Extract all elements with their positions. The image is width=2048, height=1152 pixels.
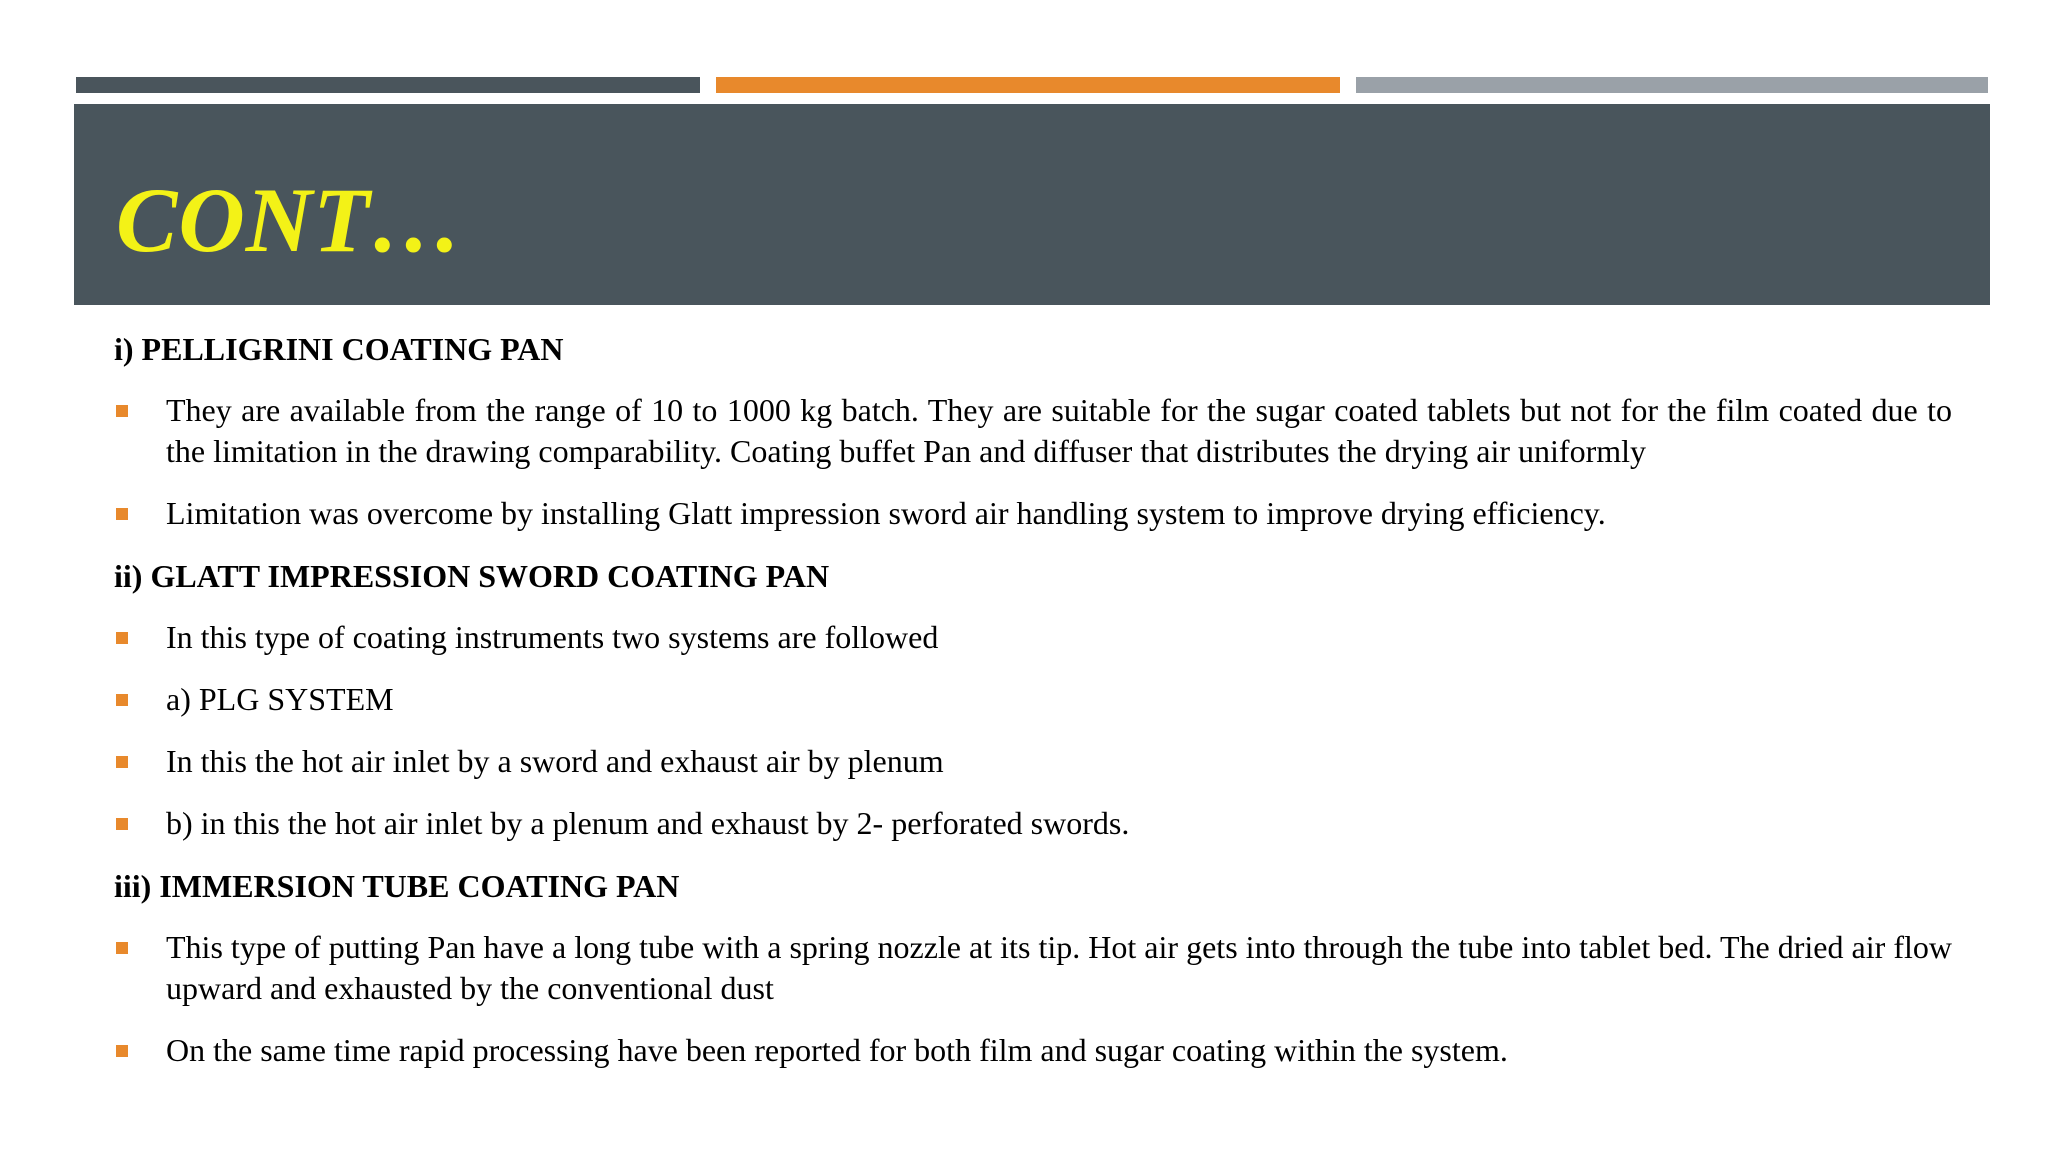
bullet-list-glatt xyxy=(114,607,1952,855)
bullet-text: On the same time rapid processing have been reported for both film and sugar coating within the system. xyxy=(166,1032,1508,1068)
top-decorative-bars xyxy=(76,77,1988,93)
bullet-text: In this type of coating instruments two systems are followed xyxy=(166,619,939,655)
bullet-text: They are available from the range of 10 to 1000 kg batch. They are suitable for the sugar coated tablets but not for the film coated due to the limitation in the drawing comparability. Coating buffet Pan and diffuser that distributes the drying air uniformly xyxy=(166,392,1952,469)
slide-content xyxy=(114,318,1952,1082)
square-bullet-icon xyxy=(116,694,128,706)
list-item xyxy=(114,917,1952,1020)
bullet-text: b) in this the hot air inlet by a plenum and exhaust by 2- perforated swords. xyxy=(166,805,1130,841)
bullet-text: This type of putting Pan have a long tube with a spring nozzle at its tip. Hot air gets into through the tube into tablet bed. The dried air flow upward and exhausted by the conventional dust xyxy=(166,929,1952,1006)
bullet-list-pelligrini xyxy=(114,380,1952,545)
section-heading-glatt: ii) GLATT IMPRESSION SWORD COATING PAN xyxy=(114,558,830,594)
decorative-bar-orange xyxy=(716,77,1340,93)
square-bullet-icon xyxy=(116,508,128,520)
square-bullet-icon xyxy=(116,942,128,954)
list-item xyxy=(114,607,1952,669)
list-item xyxy=(114,793,1952,855)
list-item xyxy=(114,1020,1952,1082)
square-bullet-icon xyxy=(116,1045,128,1057)
list-item xyxy=(114,731,1952,793)
decorative-bar-gray xyxy=(1356,77,1988,93)
bullet-text: In this the hot air inlet by a sword and exhaust air by plenum xyxy=(166,743,944,779)
title-band xyxy=(74,104,1990,305)
section-heading-immersion-tube: iii) IMMERSION TUBE COATING PAN xyxy=(114,868,680,904)
square-bullet-icon xyxy=(116,405,128,417)
bullet-list-immersion-tube xyxy=(114,917,1952,1082)
square-bullet-icon xyxy=(116,756,128,768)
list-item xyxy=(114,669,1952,731)
bullet-text: Limitation was overcome by installing Glatt impression sword air handling system to improve drying efficiency. xyxy=(166,495,1606,531)
square-bullet-icon xyxy=(116,632,128,644)
decorative-bar-dark xyxy=(76,77,700,93)
bullet-text: a) PLG SYSTEM xyxy=(166,681,394,717)
list-item xyxy=(114,380,1952,483)
list-item xyxy=(114,483,1952,545)
section-heading-pelligrini: i) PELLIGRINI COATING PAN xyxy=(114,331,564,367)
slide-title: CONT… xyxy=(116,169,464,271)
square-bullet-icon xyxy=(116,818,128,830)
